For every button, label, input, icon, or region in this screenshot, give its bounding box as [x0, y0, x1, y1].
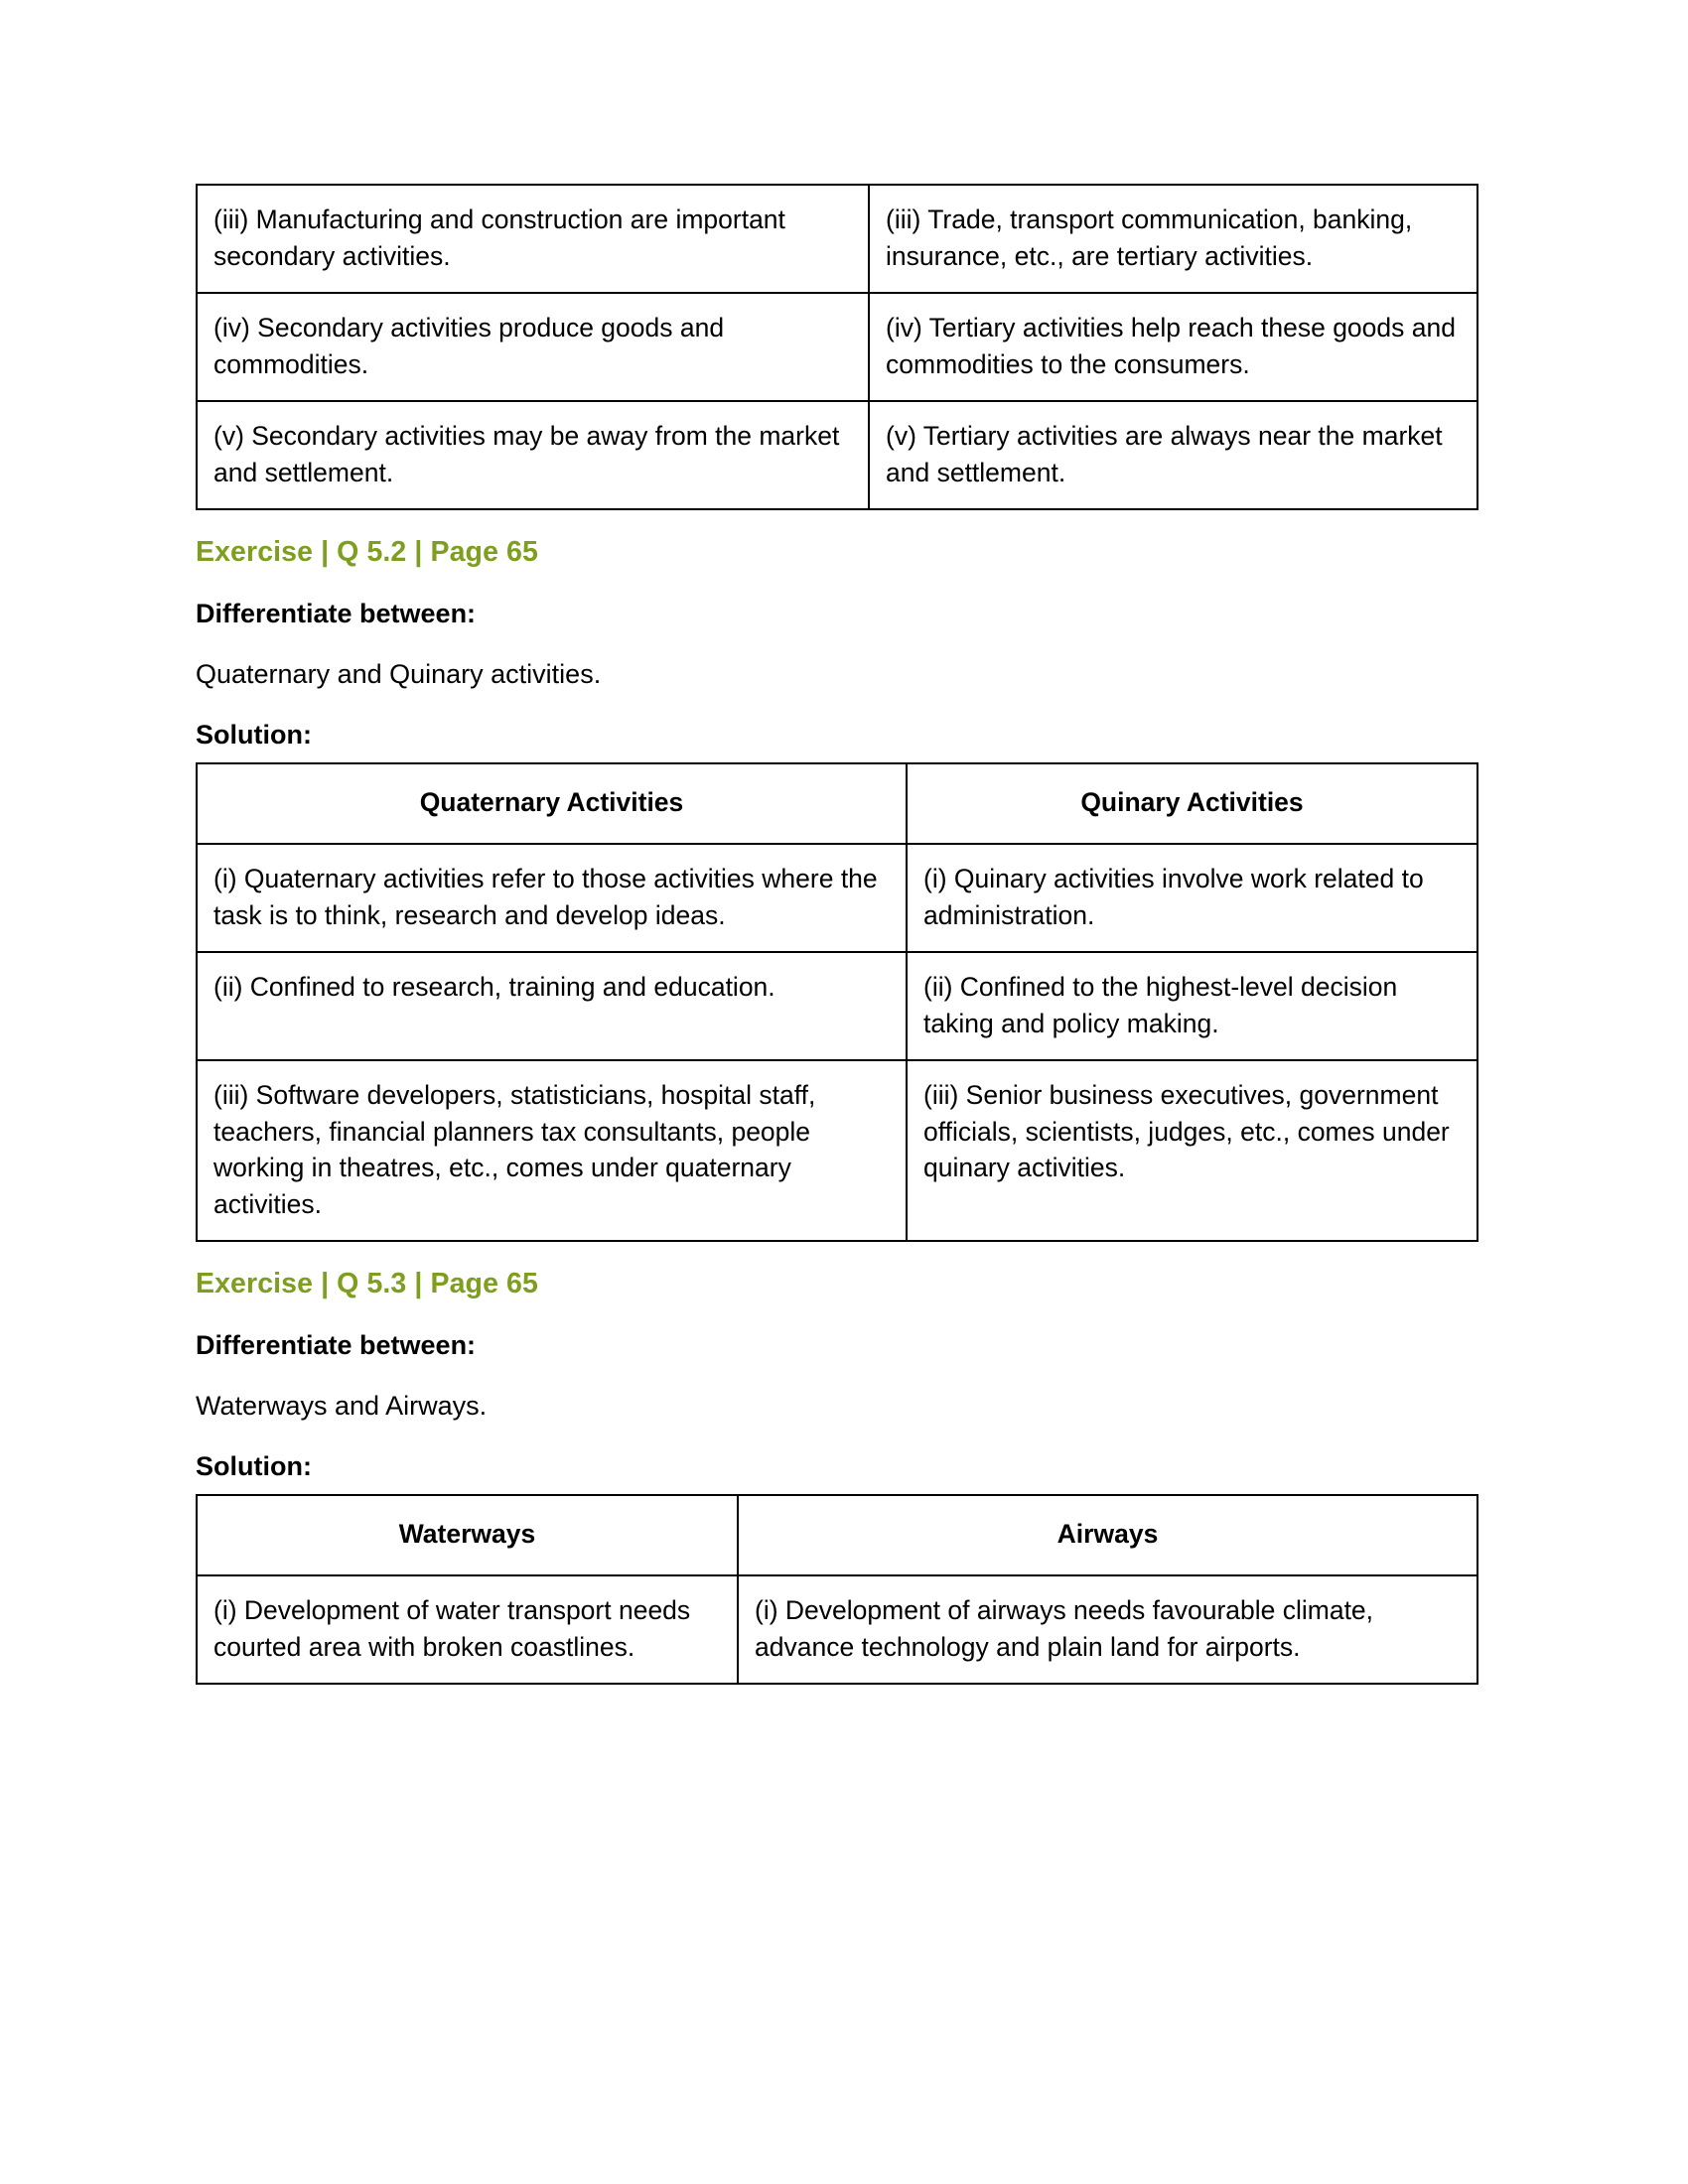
prompt-text-q52: Quaternary and Quinary activities.	[196, 659, 602, 690]
solution-label-q53: Solution:	[196, 1451, 312, 1482]
cell-right: (v) Tertiary activities are always near the market and settlement.	[869, 401, 1477, 509]
table-header-row	[197, 1495, 1477, 1575]
cell-left: (v) Secondary activities may be away from the market and settlement.	[197, 401, 869, 509]
table-quaternary-quinary-wrapper	[196, 762, 1483, 1242]
table-row	[197, 1575, 1477, 1684]
cell-right: (i) Development of airways needs favourable climate, advance technology and plain land for airports.	[738, 1575, 1477, 1684]
table-row	[197, 293, 1477, 401]
cell-left: (iv) Secondary activities produce goods and commodities.	[197, 293, 869, 401]
column-header-quaternary: Quaternary Activities	[197, 763, 907, 844]
table-row	[197, 401, 1477, 509]
table-quaternary-quinary	[196, 762, 1478, 1242]
column-header-waterways: Waterways	[197, 1495, 738, 1575]
table-row	[197, 952, 1477, 1060]
table-row	[197, 185, 1477, 293]
prompt-bold-q53: Differentiate between:	[196, 1330, 477, 1361]
exercise-heading-q53: Exercise | Q 5.3 | Page 65	[196, 1268, 538, 1300]
cell-left: (i) Development of water transport needs courted area with broken coastlines.	[197, 1575, 738, 1684]
table-row	[197, 844, 1477, 952]
cell-left: (ii) Confined to research, training and education.	[197, 952, 907, 1060]
exercise-heading-q52: Exercise | Q 5.2 | Page 65	[196, 536, 538, 569]
solution-label-q52: Solution:	[196, 720, 312, 751]
table-waterways-airways-wrapper	[196, 1494, 1483, 1685]
cell-right: (iii) Trade, transport communication, banking, insurance, etc., are tertiary activities.	[869, 185, 1477, 293]
cell-left: (iii) Manufacturing and construction are important secondary activities.	[197, 185, 869, 293]
column-header-quinary: Quinary Activities	[907, 763, 1477, 844]
column-header-airways: Airways	[738, 1495, 1477, 1575]
cell-right: (iii) Senior business executives, government officials, scientists, judges, etc., comes under quinary activities.	[907, 1060, 1477, 1241]
table-header-row	[197, 763, 1477, 844]
table-waterways-airways	[196, 1494, 1478, 1685]
cell-right: (iv) Tertiary activities help reach these goods and commodities to the consumers.	[869, 293, 1477, 401]
cell-left: (i) Quaternary activities refer to those activities where the task is to think, research and develop ideas.	[197, 844, 907, 952]
cell-right: (ii) Confined to the highest-level decision taking and policy making.	[907, 952, 1477, 1060]
table-row	[197, 1060, 1477, 1241]
table-secondary-tertiary-continued	[196, 184, 1478, 510]
cell-right: (i) Quinary activities involve work related to administration.	[907, 844, 1477, 952]
cell-left: (iii) Software developers, statisticians, hospital staff, teachers, financial planners tax consultants, people working in theatres, etc., comes under quaternary activities.	[197, 1060, 907, 1241]
page-content	[196, 184, 1483, 1685]
prompt-text-q53: Waterways and Airways.	[196, 1391, 488, 1422]
table-secondary-tertiary-continued-wrapper	[196, 184, 1483, 510]
prompt-bold-q52: Differentiate between:	[196, 599, 477, 629]
